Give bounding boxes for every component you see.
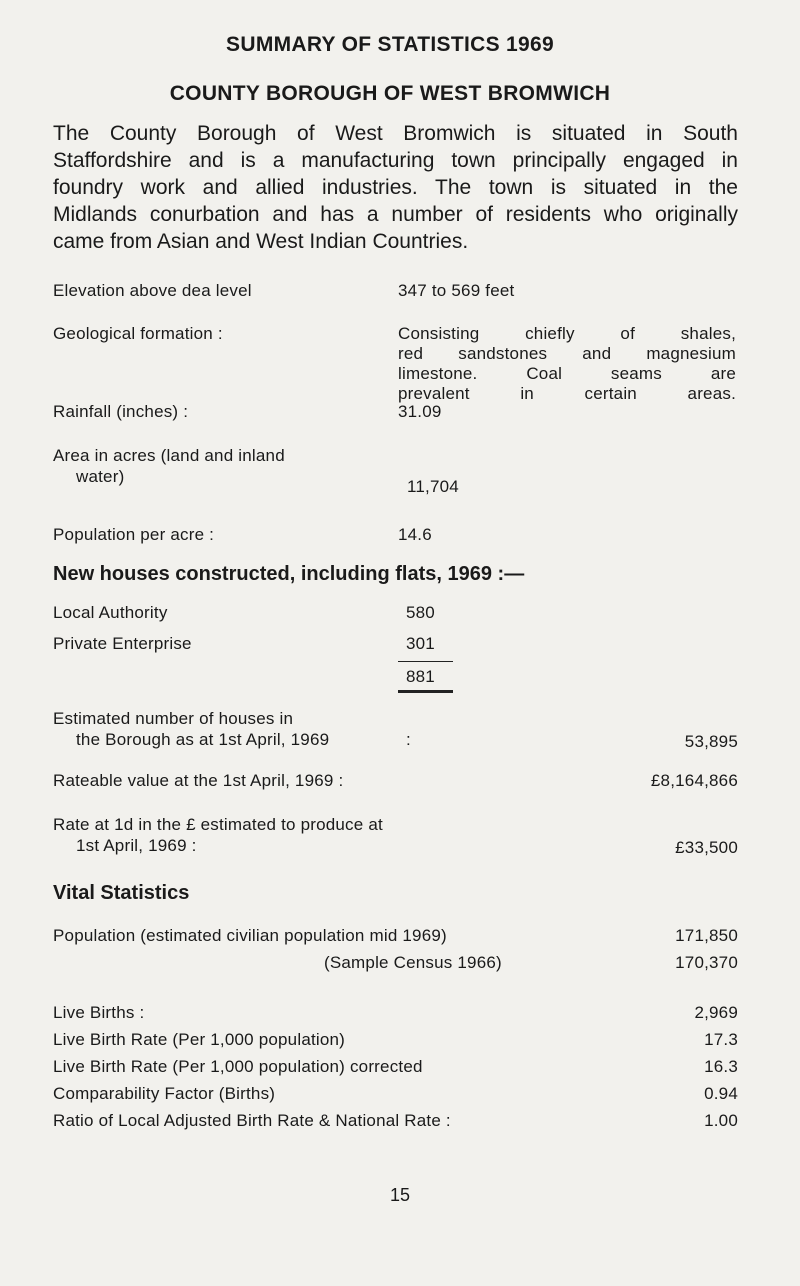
live-births-value: 2,969 [694, 1003, 738, 1022]
area-value: 11,704 [407, 477, 459, 496]
penny-rate-value: £33,500 [675, 838, 738, 857]
birth-rate-corrected-label: Live Birth Rate (Per 1,000 population) corrected [53, 1057, 423, 1076]
intro-line: The County Borough of West Bromwich is situated in South [53, 122, 738, 145]
houses-total-value: 881 [406, 667, 435, 686]
population-census-value: 170,370 [675, 953, 738, 972]
geology-line: limestone. Coal seams are [398, 364, 736, 383]
comparability-factor-label: Comparability Factor (Births) [53, 1084, 276, 1103]
density-value: 14.6 [398, 525, 432, 544]
population-estimate-label: Population (estimated civilian population mid 1969) [53, 926, 447, 945]
birth-rate-value: 17.3 [704, 1030, 738, 1049]
birth-rate-ratio-label: Ratio of Local Adjusted Birth Rate & National Rate : [53, 1111, 451, 1130]
houses-estimate-value: 53,895 [684, 732, 738, 751]
rateable-value-value: £8,164,866 [650, 771, 738, 790]
birth-rate-corrected-value: 16.3 [704, 1057, 738, 1076]
geology-line: prevalent in certain areas. [398, 384, 736, 403]
private-enterprise-value: 301 [406, 634, 435, 653]
houses-estimate-label: Estimated number of houses in [53, 709, 294, 728]
vital-statistics-heading: Vital Statistics [53, 882, 190, 904]
houses-estimate-label-cont: the Borough as at 1st April, 1969 [76, 730, 330, 749]
intro-line: foundry work and allied industries. The town is situated in the [53, 176, 738, 199]
geology-value [398, 324, 736, 404]
local-authority-label: Local Authority [53, 603, 168, 622]
local-authority-value: 580 [406, 603, 435, 622]
sum-rule [398, 661, 453, 662]
rateable-value-label: Rateable value at the 1st April, 1969 : [53, 771, 344, 790]
intro-line: Midlands conurbation and has a number of residents who originally [53, 203, 738, 226]
penny-rate-label-cont: 1st April, 1969 : [76, 836, 197, 855]
geology-label: Geological formation : [53, 324, 223, 343]
page-subtitle: COUNTY BOROUGH OF WEST BROMWICH [169, 82, 611, 105]
penny-rate-label: Rate at 1d in the £ estimated to produce at [53, 815, 383, 834]
rainfall-value: 31.09 [398, 402, 442, 421]
elevation-label: Elevation above dea level [53, 281, 252, 300]
population-census-label: (Sample Census 1966) [324, 953, 502, 972]
geology-line: red sandstones and magnesium [398, 344, 736, 363]
intro-paragraph [53, 120, 738, 255]
area-label-cont: water) [76, 467, 125, 486]
live-births-label: Live Births : [53, 1003, 145, 1022]
intro-line: came from Asian and West Indian Countries. [53, 230, 469, 253]
page-title: SUMMARY OF STATISTICS 1969 [226, 33, 554, 56]
elevation-value: 347 to 569 feet [398, 281, 515, 300]
private-enterprise-label: Private Enterprise [53, 634, 192, 653]
area-label: Area in acres (land and inland [53, 446, 285, 465]
page-number: 15 [389, 1185, 411, 1205]
density-label: Population per acre : [53, 525, 215, 544]
houses-heading: New houses constructed, including flats, 1969 :— [53, 563, 525, 585]
intro-line: Staffordshire and is a manufacturing town principally engaged in [53, 149, 738, 172]
comparability-factor-value: 0.94 [704, 1084, 738, 1103]
houses-estimate-colon: : [406, 730, 411, 749]
population-estimate-value: 171,850 [675, 926, 738, 945]
birth-rate-ratio-value: 1.00 [704, 1111, 738, 1130]
birth-rate-label: Live Birth Rate (Per 1,000 population) [53, 1030, 346, 1049]
total-double-rule [398, 690, 453, 693]
geology-line: Consisting chiefly of shales, [398, 324, 736, 343]
rainfall-label: Rainfall (inches) : [53, 402, 189, 421]
